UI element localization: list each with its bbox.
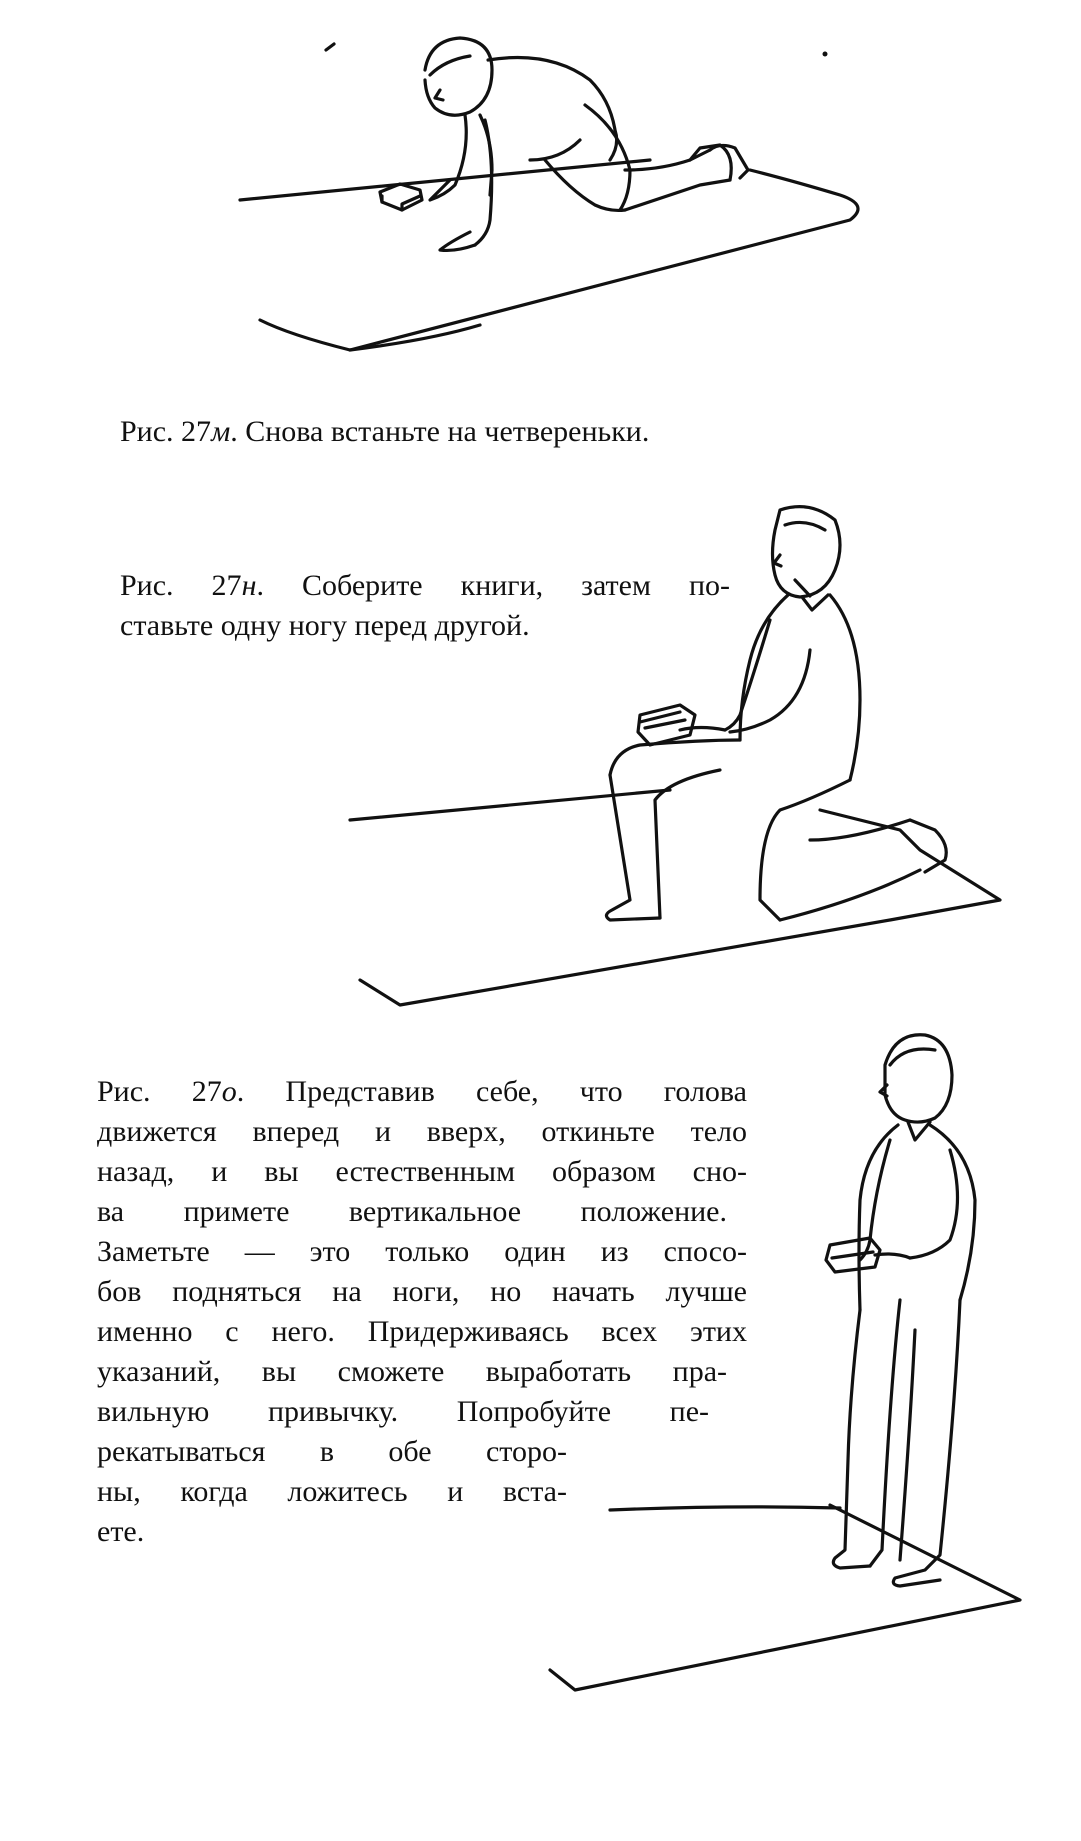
illustration-all-fours xyxy=(230,20,990,390)
back-leg-inner xyxy=(900,1330,915,1560)
thigh-back xyxy=(585,105,630,210)
near-hand xyxy=(440,232,475,250)
speck-mark xyxy=(795,580,810,596)
caption-text: указаний, вы сможете выработать пра- xyxy=(97,1355,727,1388)
mat-near-edge xyxy=(350,325,480,350)
nose xyxy=(774,555,781,566)
mat-edge xyxy=(360,810,1000,1005)
near-arm xyxy=(910,1150,958,1258)
caption-text: ва примете вертикальное положение. xyxy=(97,1195,727,1228)
speck-dot xyxy=(823,52,828,57)
caption-27n xyxy=(120,566,730,646)
torso-back xyxy=(830,595,860,780)
figure-number: Рис. 27н. xyxy=(120,569,264,602)
near-arm xyxy=(475,120,492,245)
caption-text: бов подняться на ноги, но начать лучше xyxy=(97,1275,747,1308)
front-shin-back xyxy=(655,770,720,918)
caption-text: ны, когда ложитесь и вста- xyxy=(97,1475,567,1508)
hand xyxy=(680,728,725,731)
hair-line xyxy=(430,56,470,75)
caption-text: именно с него. Придерживаясь всех этих xyxy=(97,1315,747,1348)
far-arm xyxy=(430,115,466,200)
caption-text: Представив себе, что голова xyxy=(285,1075,747,1108)
caption-27o xyxy=(97,1072,767,1552)
mat-far-edge xyxy=(350,790,670,820)
caption-text: Снова встаньте на четвереньки. xyxy=(245,415,650,448)
front-leg xyxy=(833,1310,870,1568)
front-shin xyxy=(606,775,660,920)
book-pages xyxy=(832,1252,873,1258)
waist xyxy=(530,140,580,160)
hand xyxy=(875,1254,910,1258)
caption-text: ставьте одну ногу перед другой. xyxy=(120,609,530,642)
hair-line xyxy=(890,1049,935,1065)
speck-mark xyxy=(326,44,334,50)
sole xyxy=(710,145,748,178)
back-shin-bottom xyxy=(780,870,920,920)
nose xyxy=(435,90,443,100)
caption-text: назад, и вы естественным образом сно- xyxy=(97,1155,747,1188)
back-thigh xyxy=(760,780,850,920)
caption-text: вильную привычку. Попробуйте пе- xyxy=(97,1395,709,1428)
caption-text: движется вперед и вверх, откиньте тело xyxy=(97,1115,747,1148)
figure-number: Рис. 27м. xyxy=(120,415,238,448)
figure-number: Рис. 27о. xyxy=(97,1075,245,1108)
torso-back xyxy=(930,1125,975,1300)
caption-text: Заметьте — это только один из спосо- xyxy=(97,1235,747,1268)
back xyxy=(488,58,617,161)
collar xyxy=(908,1122,930,1140)
head xyxy=(425,38,492,115)
calf-bottom xyxy=(625,180,730,210)
caption-text: Соберите книги, затем по- xyxy=(301,569,731,602)
torso-front xyxy=(740,595,788,740)
mat-edge xyxy=(260,170,858,350)
hair-line xyxy=(785,522,825,530)
head xyxy=(773,507,841,597)
torso-front xyxy=(859,1125,898,1310)
caption-27m xyxy=(120,412,649,452)
caption-text: рекатываться в обе сторо- xyxy=(97,1435,567,1468)
caption-text: ете. xyxy=(97,1515,145,1548)
